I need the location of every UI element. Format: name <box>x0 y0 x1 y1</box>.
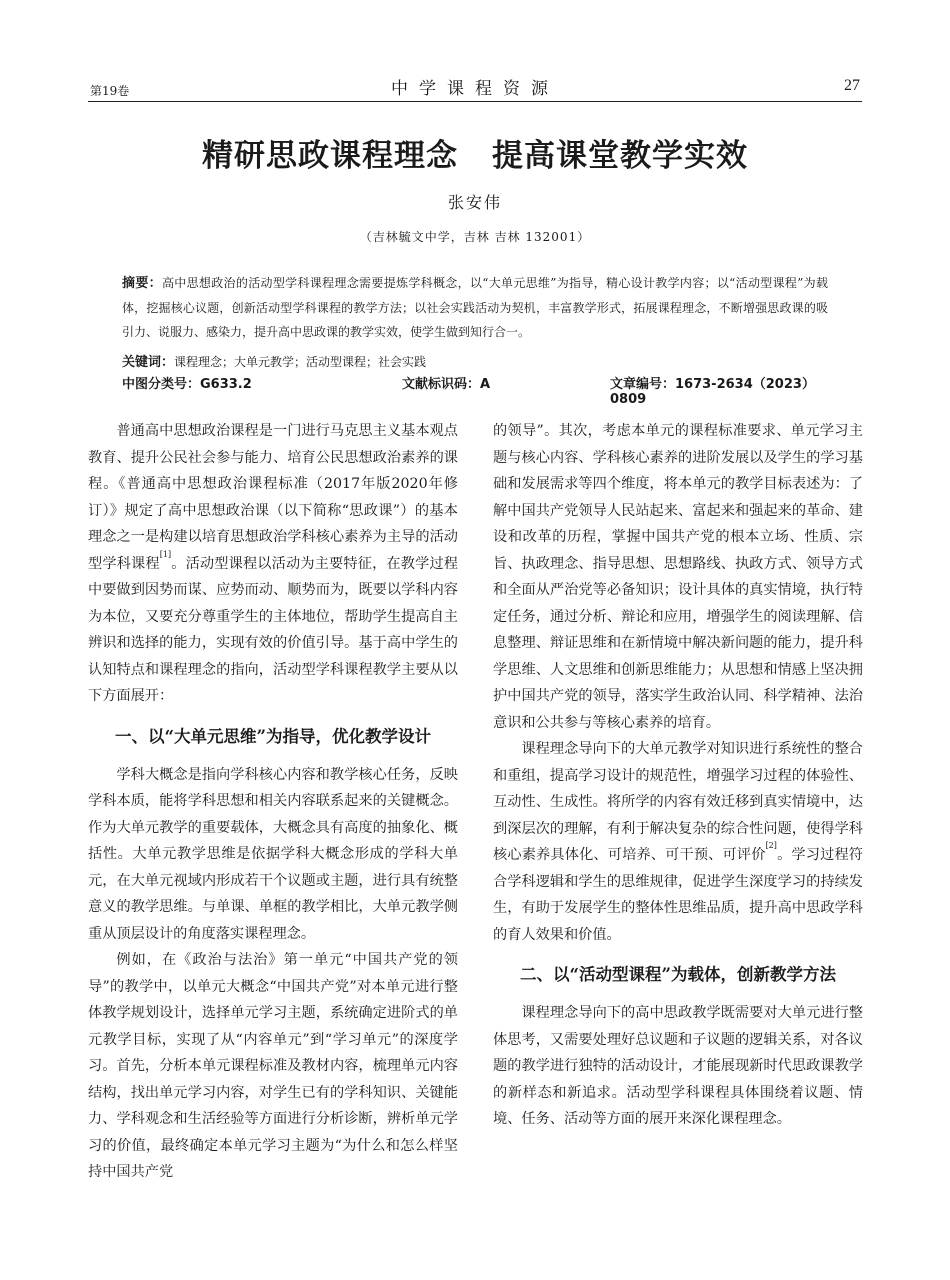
paragraph-text: 课程理念导向下的大单元教学对知识进行系统性的整合和重组，提高学习设计的规范性，增强学习过程的体验性、互动性、生成性。将所学的内容有效迁移到真实情境中，达到深层次的理解，有利于解决复杂的综合性问题，使得学科核心素养具体化、可培养、可干预、可评价 <box>493 741 863 863</box>
section-heading-1: 一、以“大单元思维”为指导，优化教学设计 <box>115 726 431 746</box>
document-code: 文献标识码：A <box>402 377 491 392</box>
abstract-label: 摘要： <box>122 276 162 291</box>
paragraph-text: 。活动型课程以活动为主要特征，在教学过程中要做到因势而谋、应势而动、顺势而为，既要以学科内容为本位，又要充分尊重学生的主体地位，帮助学生提高自主辨识和选择的能力，实现有效的价值引导。基于高中学生的认知特点和课程理念的指向，活动型学科课程教学主要从以下方面展开： <box>88 555 458 704</box>
page-header <box>88 74 862 102</box>
paragraph: 例如，在《政治与法治》第一单元“中国共产党的领导”的教学中，以单元大概念“中国共产党”对本单元进行整体教学规划设计，选择单元学习主题，系统确定进阶式的单元教学目标，实现了从“内容单元”到“学习单元”的深度学习。首先，分析本单元课程标准及教材内容，梳理单元内容结构，找出单元学习内容，对学生已有的学科知识、关键能力、学科观念和生活经验等方面进行分析诊断，辨析单元学习的价值，最终确定本单元学习主题为“为什么和怎么样坚持中国共产党 <box>88 952 458 1180</box>
author-name: 张安伟 <box>447 193 502 212</box>
header-rule <box>88 101 862 102</box>
article-title <box>0 130 950 175</box>
paragraph-text: 普通高中思想政治课程是一门进行马克思主义基本观点教育、提升公民社会参与能力、培育公民思想政治素养的课程。《普通高中思想政治课程标准（2017年版2020年修订）》规定了高中思想政治课（以下简称“思政课”）的基本理念之一是构建以培育思想政治学科核心素养为主导的活动型学科课程 <box>88 423 458 572</box>
paragraph: 课程理念导向下的高中思政教学既需要对大单元进行整体思考，又需要处理好总议题和子议题的逻辑关系，对各议题的教学进行独特的活动设计，才能展现新时代思政课教学的新样态和新追求。活动型学科课程具体围绕着议题、情境、任务、活动等方面的展开来深化课程理念。 <box>493 1005 863 1127</box>
keywords-text: 课程理念；大单元教学；活动型课程；社会实践 <box>174 355 427 369</box>
clc-number: 中图分类号：G633.2 <box>122 377 252 392</box>
left-column <box>88 418 458 1186</box>
abstract-text: 高中思想政治的活动型学科课程理念需要提炼学科概念，以“大单元思维”为指导，精心设计教学内容；以“活动型课程”为载体，挖掘核心议题，创新活动型学科课程的教学方法；以社会实践活动为契机，丰富教学形式，拓展课程理念，不断增强思政课的吸引力、说服力、感染力，提升高中思政课的教学实效，使学生做到知行合一。 <box>122 276 828 339</box>
journal-name: 中学课程资源 <box>391 79 559 99</box>
keywords-label: 关键词： <box>122 355 175 370</box>
title-part-1: 精研思政课程理念 <box>202 138 458 174</box>
citation-ref: [1] <box>159 549 172 559</box>
right-column <box>493 418 863 1133</box>
page-number: 27 <box>844 77 860 94</box>
paragraph-text: 。学习过程符合学科逻辑和学生的思维规律，促进学生深度学习的持续发生，有助于发展学生的整体性思维品质，提升高中思政学科的育人效果和价值。 <box>493 847 863 943</box>
title-part-2: 提高课堂教学实效 <box>492 138 748 174</box>
paragraph: 的领导”。其次，考虑本单元的课程标准要求、单元学习主题与核心内容、学科核心素养的进阶发展以及学生的学习基础和发展需求等四个维度，将本单元的教学目标表述为：了解中国共产党领导人民站起来、富起来和强起来的革命、建设和改革的历程，掌握中国共产党的根本立场、性质、宗旨、执政理念、指导思想、思想路线、执政方式、领导方式和全面从严治党等必备知识；设计具体的真实情境，执行特定任务，通过分析、辩论和应用，增强学生的阅读理解、信息整理、辩证思维和在新情境中解决新问题的能力，提升科学思维、人文思维和创新思维能力；从思想和情感上坚决拥护中国共产党的领导，落实学生政治认同、科学精神、法治意识和公共参与等核心素养的培育。 <box>493 423 863 731</box>
citation-ref: [2] <box>765 841 777 850</box>
volume-label: 第19卷 <box>90 84 130 98</box>
classification-line <box>122 373 828 407</box>
affiliation: （吉林毓文中学，吉林 吉林 132001） <box>359 230 591 244</box>
paragraph <box>493 736 863 948</box>
abstract <box>122 271 828 344</box>
paragraph: 学科大概念是指向学科核心内容和教学核心任务，反映学科本质，能将学科思想和相关内容联系起来的关键概念。作为大单元教学的重要载体，大概念具有高度的抽象化、概括性。大单元教学思维是依据学科大概念形成的学科大单元，在大单元视域内形成若干个议题或主题，进行具有统整意义的教学思维。与单课、单框的教学相比，大单元教学侧重从顶层设计的角度落实课程理念。 <box>88 766 458 942</box>
article-number: 文章编号：1673-2634（2023）0809 <box>610 377 815 407</box>
section-heading-2: 二、以“活动型课程”为载体，创新教学方法 <box>520 965 836 984</box>
keywords <box>122 351 426 370</box>
paragraph <box>88 418 458 710</box>
